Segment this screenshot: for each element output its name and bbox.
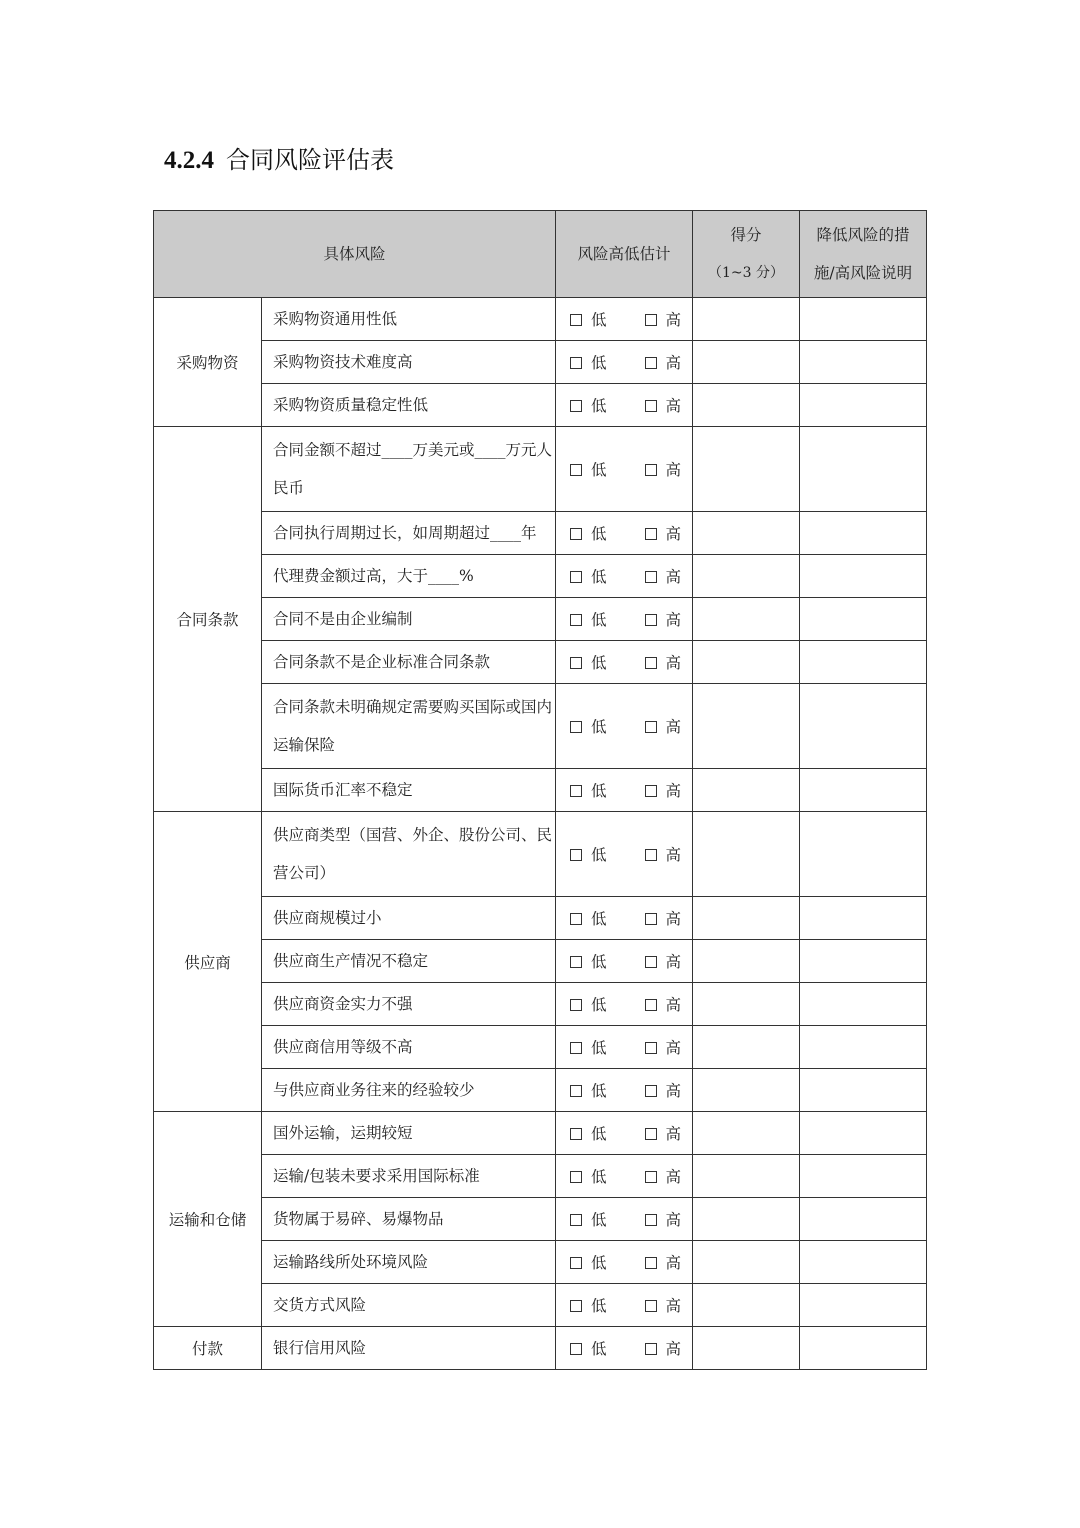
measures-cell[interactable] — [800, 1026, 927, 1069]
measures-cell[interactable] — [800, 641, 927, 684]
high-checkbox[interactable] — [645, 571, 657, 583]
low-checkbox[interactable] — [570, 314, 582, 326]
low-label: 低 — [591, 1125, 607, 1143]
measures-cell[interactable] — [800, 341, 927, 384]
table-row — [154, 384, 927, 427]
low-checkbox[interactable] — [570, 1171, 582, 1183]
high-label: 高 — [665, 1168, 682, 1186]
low-label: 低 — [591, 953, 607, 971]
low-checkbox[interactable] — [570, 400, 582, 412]
table-row — [154, 341, 927, 384]
high-label: 高 — [665, 910, 682, 928]
high-label: 高 — [665, 953, 682, 971]
table-row — [154, 641, 927, 684]
risk-item-cell: 供应商信用等级不高 — [262, 1026, 556, 1069]
score-cell[interactable] — [693, 298, 800, 341]
measures-cell[interactable] — [800, 1155, 927, 1198]
high-checkbox[interactable] — [645, 464, 657, 476]
high-checkbox[interactable] — [645, 657, 657, 669]
score-cell[interactable] — [693, 769, 800, 812]
low-checkbox[interactable] — [570, 1085, 582, 1097]
measures-cell[interactable] — [800, 1327, 927, 1370]
score-cell[interactable] — [693, 812, 800, 897]
risk-item-cell: 合同条款未明确规定需要购买国际或国内运输保险 — [262, 684, 556, 769]
table-row — [154, 598, 927, 641]
low-label: 低 — [591, 996, 607, 1014]
low-label: 低 — [591, 354, 607, 372]
estimate-cell — [556, 512, 693, 555]
low-checkbox[interactable] — [570, 614, 582, 626]
high-checkbox[interactable] — [645, 956, 657, 968]
estimate-cell — [556, 812, 693, 897]
estimate-cell — [556, 1069, 693, 1112]
low-label: 低 — [591, 1254, 607, 1272]
estimate-cell — [556, 1155, 693, 1198]
score-cell[interactable] — [693, 512, 800, 555]
measures-cell[interactable] — [800, 769, 927, 812]
section-title: 合同风险评估表 — [226, 146, 394, 174]
low-checkbox[interactable] — [570, 999, 582, 1011]
estimate-cell — [556, 684, 693, 769]
high-checkbox[interactable] — [645, 1171, 657, 1183]
header-row — [154, 211, 927, 298]
high-label: 高 — [665, 354, 682, 372]
low-label: 低 — [591, 397, 607, 415]
header-measures-line2: 施/高风险说明 — [813, 264, 913, 282]
high-checkbox[interactable] — [645, 314, 657, 326]
low-label: 低 — [591, 1211, 607, 1229]
header-score-label: 得分 — [730, 226, 762, 244]
low-checkbox[interactable] — [570, 571, 582, 583]
category-cell: 付款 — [154, 1327, 262, 1370]
measures-cell[interactable] — [800, 812, 927, 897]
low-checkbox[interactable] — [570, 956, 582, 968]
risk-item-cell: 代理费金额过高，大于____% — [262, 555, 556, 598]
score-cell[interactable] — [693, 897, 800, 940]
high-checkbox[interactable] — [645, 1214, 657, 1226]
table-row — [154, 684, 927, 769]
table-row — [154, 1026, 927, 1069]
score-cell[interactable] — [693, 555, 800, 598]
low-label: 低 — [591, 311, 607, 329]
header-estimate: 风险高低估计 — [556, 211, 693, 298]
estimate-cell — [556, 341, 693, 384]
high-label: 高 — [665, 461, 682, 479]
low-checkbox[interactable] — [570, 913, 582, 925]
high-checkbox[interactable] — [645, 357, 657, 369]
table-row — [154, 769, 927, 812]
low-label: 低 — [591, 654, 607, 672]
estimate-cell — [556, 1284, 693, 1327]
estimate-cell — [556, 1241, 693, 1284]
risk-item-cell: 供应商规模过小 — [262, 897, 556, 940]
low-checkbox[interactable] — [570, 1300, 582, 1312]
measures-cell[interactable] — [800, 1284, 927, 1327]
low-checkbox[interactable] — [570, 1128, 582, 1140]
risk-item-cell: 供应商类型（国营、外企、股份公司、民营公司） — [262, 812, 556, 897]
low-checkbox[interactable] — [570, 1343, 582, 1355]
low-checkbox[interactable] — [570, 464, 582, 476]
header-score — [693, 211, 800, 298]
high-checkbox[interactable] — [645, 1085, 657, 1097]
measures-cell[interactable] — [800, 512, 927, 555]
high-label: 高 — [665, 1211, 682, 1229]
category-cell: 合同条款 — [154, 427, 262, 812]
low-label: 低 — [591, 1340, 607, 1358]
estimate-cell — [556, 1026, 693, 1069]
low-checkbox[interactable] — [570, 357, 582, 369]
table-row — [154, 812, 927, 897]
high-label: 高 — [665, 782, 682, 800]
score-cell[interactable] — [693, 1241, 800, 1284]
low-label: 低 — [591, 461, 607, 479]
table-row — [154, 940, 927, 983]
measures-cell[interactable] — [800, 1241, 927, 1284]
low-label: 低 — [591, 910, 607, 928]
score-cell[interactable] — [693, 1112, 800, 1155]
header-measures — [800, 211, 927, 298]
high-label: 高 — [665, 1082, 682, 1100]
risk-item-cell: 国外运输，运期较短 — [262, 1112, 556, 1155]
high-label: 高 — [665, 311, 682, 329]
high-label: 高 — [665, 1340, 682, 1358]
high-checkbox[interactable] — [645, 785, 657, 797]
low-checkbox[interactable] — [570, 1257, 582, 1269]
category-cell: 采购物资 — [154, 298, 262, 427]
high-label: 高 — [665, 525, 682, 543]
score-cell[interactable] — [693, 427, 800, 512]
score-cell[interactable] — [693, 983, 800, 1026]
estimate-cell — [556, 384, 693, 427]
score-cell[interactable] — [693, 1069, 800, 1112]
table-row — [154, 1327, 927, 1370]
high-label: 高 — [665, 846, 682, 864]
low-label: 低 — [591, 525, 607, 543]
risk-item-cell: 运输/包装未要求采用国际标准 — [262, 1155, 556, 1198]
low-checkbox[interactable] — [570, 849, 582, 861]
high-checkbox[interactable] — [645, 400, 657, 412]
table-row — [154, 1284, 927, 1327]
risk-item-cell: 合同金额不超过____万美元或____万元人民币 — [262, 427, 556, 512]
score-cell[interactable] — [693, 341, 800, 384]
measures-cell[interactable] — [800, 897, 927, 940]
table-row — [154, 897, 927, 940]
section-number: 4.2.4 — [164, 147, 214, 174]
risk-item-cell: 供应商生产情况不稳定 — [262, 940, 556, 983]
table-row — [154, 1069, 927, 1112]
risk-item-cell: 供应商资金实力不强 — [262, 983, 556, 1026]
score-cell[interactable] — [693, 598, 800, 641]
estimate-cell — [556, 555, 693, 598]
high-checkbox[interactable] — [645, 849, 657, 861]
score-cell[interactable] — [693, 1327, 800, 1370]
table-row — [154, 512, 927, 555]
high-checkbox[interactable] — [645, 999, 657, 1011]
measures-cell[interactable] — [800, 1112, 927, 1155]
measures-cell[interactable] — [800, 684, 927, 769]
header-measures-line1: 降低风险的措 — [816, 226, 910, 244]
high-checkbox[interactable] — [645, 1257, 657, 1269]
risk-item-cell: 合同条款不是企业标准合同条款 — [262, 641, 556, 684]
section-heading — [164, 140, 394, 175]
estimate-cell — [556, 298, 693, 341]
high-checkbox[interactable] — [645, 614, 657, 626]
high-checkbox[interactable] — [645, 1343, 657, 1355]
high-checkbox[interactable] — [645, 528, 657, 540]
measures-cell[interactable] — [800, 555, 927, 598]
high-label: 高 — [665, 1039, 682, 1057]
measures-cell[interactable] — [800, 1069, 927, 1112]
table-row — [154, 298, 927, 341]
table-row — [154, 1241, 927, 1284]
estimate-cell — [556, 641, 693, 684]
low-checkbox[interactable] — [570, 1042, 582, 1054]
table-row — [154, 1198, 927, 1241]
risk-item-cell: 国际货币汇率不稳定 — [262, 769, 556, 812]
risk-item-cell: 银行信用风险 — [262, 1327, 556, 1370]
high-label: 高 — [665, 397, 682, 415]
high-checkbox[interactable] — [645, 1300, 657, 1312]
low-checkbox[interactable] — [570, 657, 582, 669]
score-cell[interactable] — [693, 1198, 800, 1241]
low-label: 低 — [591, 782, 607, 800]
risk-item-cell: 货物属于易碎、易爆物品 — [262, 1198, 556, 1241]
low-label: 低 — [591, 1082, 607, 1100]
measures-cell[interactable] — [800, 983, 927, 1026]
table-row — [154, 427, 927, 512]
risk-item-cell: 合同执行周期过长，如周期超过____年 — [262, 512, 556, 555]
score-cell[interactable] — [693, 641, 800, 684]
table-row — [154, 555, 927, 598]
category-cell: 运输和仓储 — [154, 1112, 262, 1327]
header-risk: 具体风险 — [154, 211, 556, 298]
risk-item-cell: 采购物资技术难度高 — [262, 341, 556, 384]
high-label: 高 — [665, 654, 682, 672]
estimate-cell — [556, 427, 693, 512]
low-checkbox[interactable] — [570, 528, 582, 540]
score-cell[interactable] — [693, 940, 800, 983]
measures-cell[interactable] — [800, 940, 927, 983]
estimate-cell — [556, 769, 693, 812]
header-score-range: （1~3 分） — [708, 265, 785, 281]
high-label: 高 — [665, 1297, 682, 1315]
table-body — [154, 298, 927, 1370]
estimate-cell — [556, 1327, 693, 1370]
high-label: 高 — [665, 996, 682, 1014]
measures-cell[interactable] — [800, 427, 927, 512]
risk-item-cell: 采购物资质量稳定性低 — [262, 384, 556, 427]
measures-cell[interactable] — [800, 598, 927, 641]
risk-item-cell: 合同不是由企业编制 — [262, 598, 556, 641]
estimate-cell — [556, 983, 693, 1026]
estimate-cell — [556, 1112, 693, 1155]
estimate-cell — [556, 897, 693, 940]
risk-item-cell: 运输路线所处环境风险 — [262, 1241, 556, 1284]
estimate-cell — [556, 598, 693, 641]
score-cell[interactable] — [693, 1026, 800, 1069]
high-checkbox[interactable] — [645, 913, 657, 925]
measures-cell[interactable] — [800, 384, 927, 427]
low-label: 低 — [591, 846, 607, 864]
high-checkbox[interactable] — [645, 721, 657, 733]
score-cell[interactable] — [693, 384, 800, 427]
low-checkbox[interactable] — [570, 1214, 582, 1226]
high-checkbox[interactable] — [645, 1042, 657, 1054]
high-label: 高 — [665, 1125, 682, 1143]
high-label: 高 — [665, 611, 682, 629]
risk-item-cell: 交货方式风险 — [262, 1284, 556, 1327]
high-label: 高 — [665, 1254, 682, 1272]
estimate-cell — [556, 940, 693, 983]
risk-assessment-table — [153, 210, 927, 1370]
table-row — [154, 1155, 927, 1198]
low-label: 低 — [591, 611, 607, 629]
low-label: 低 — [591, 568, 607, 586]
table-row — [154, 983, 927, 1026]
low-label: 低 — [591, 1297, 607, 1315]
low-checkbox[interactable] — [570, 721, 582, 733]
low-label: 低 — [591, 1039, 607, 1057]
estimate-cell — [556, 1198, 693, 1241]
low-label: 低 — [591, 718, 607, 736]
high-checkbox[interactable] — [645, 1128, 657, 1140]
measures-cell[interactable] — [800, 298, 927, 341]
measures-cell[interactable] — [800, 1198, 927, 1241]
risk-item-cell: 采购物资通用性低 — [262, 298, 556, 341]
high-label: 高 — [665, 718, 682, 736]
risk-item-cell: 与供应商业务往来的经验较少 — [262, 1069, 556, 1112]
score-cell[interactable] — [693, 1284, 800, 1327]
score-cell[interactable] — [693, 1155, 800, 1198]
high-label: 高 — [665, 568, 682, 586]
table-row — [154, 1112, 927, 1155]
score-cell[interactable] — [693, 684, 800, 769]
category-cell: 供应商 — [154, 812, 262, 1112]
low-checkbox[interactable] — [570, 785, 582, 797]
low-label: 低 — [591, 1168, 607, 1186]
